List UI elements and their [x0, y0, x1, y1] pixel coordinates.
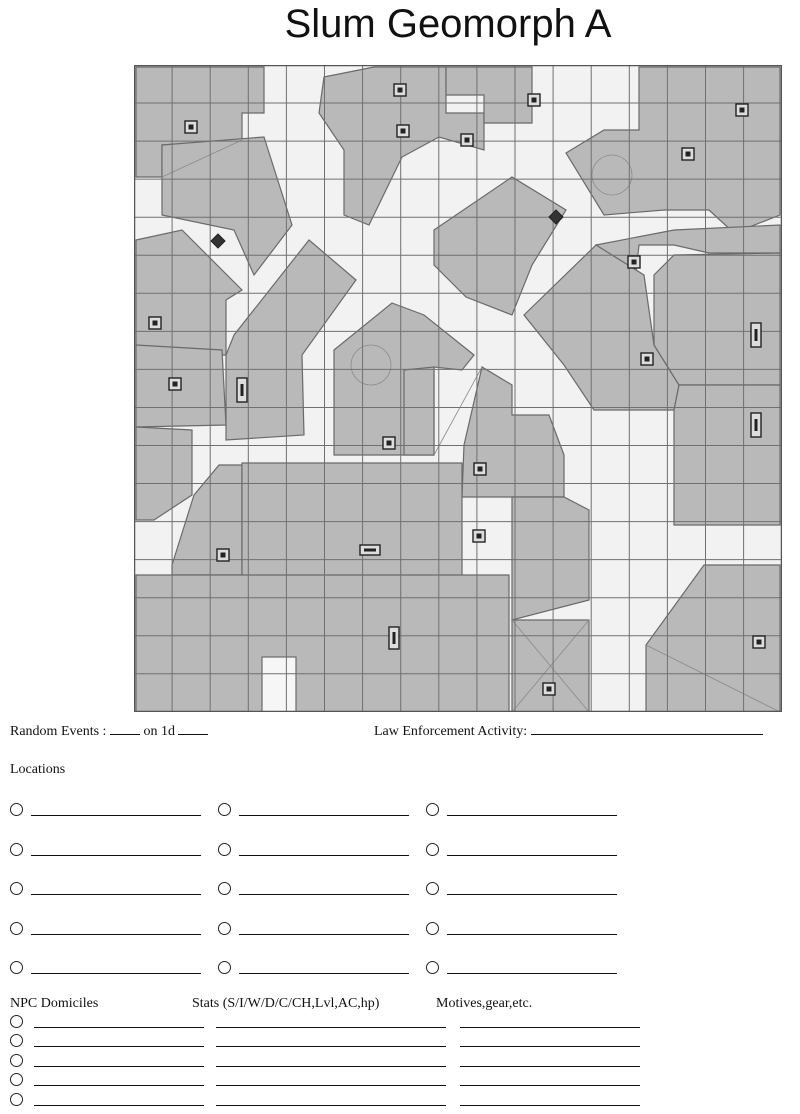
- npc-checkbox[interactable]: [10, 1093, 23, 1106]
- location-blank[interactable]: [239, 934, 409, 935]
- location-marker-dot: [757, 640, 762, 645]
- npc-motives-blank[interactable]: [460, 1066, 640, 1067]
- npc-name-blank[interactable]: [34, 1105, 204, 1106]
- geomorph-map: [134, 65, 782, 712]
- npc-stats-blank[interactable]: [216, 1105, 446, 1106]
- location-checkbox[interactable]: [10, 843, 23, 856]
- location-marker-dot: [189, 125, 194, 130]
- law-enforcement-blank[interactable]: [531, 722, 763, 735]
- location-blank[interactable]: [447, 894, 617, 895]
- random-events-label: Random Events :: [10, 724, 107, 739]
- location-marker-bar-inner: [755, 329, 758, 341]
- location-blank[interactable]: [31, 815, 201, 816]
- law-enforcement-row: [374, 722, 763, 740]
- location-entry[interactable]: [10, 920, 206, 938]
- npc-domiciles-heading: NPC Domiciles: [10, 996, 99, 1011]
- random-events-die-label: on 1d: [143, 724, 175, 739]
- npc-stats-blank[interactable]: [216, 1066, 446, 1067]
- law-enforcement-label: Law Enforcement Activity:: [374, 724, 528, 739]
- location-marker-dot: [465, 138, 470, 143]
- location-checkbox[interactable]: [10, 803, 23, 816]
- npc-checkbox[interactable]: [10, 1073, 23, 1086]
- npc-name-blank[interactable]: [34, 1066, 204, 1067]
- location-marker-dot: [547, 687, 552, 692]
- location-marker-dot: [477, 534, 482, 539]
- location-entry[interactable]: [10, 880, 206, 898]
- location-blank[interactable]: [239, 894, 409, 895]
- npc-name-blank[interactable]: [34, 1027, 204, 1028]
- random-events-row: [10, 722, 208, 740]
- location-blank[interactable]: [31, 894, 201, 895]
- location-entry[interactable]: [426, 880, 622, 898]
- building: [136, 575, 509, 712]
- location-entry[interactable]: [10, 801, 206, 819]
- location-blank[interactable]: [31, 934, 201, 935]
- location-marker-dot: [478, 467, 483, 472]
- location-blank[interactable]: [447, 815, 617, 816]
- location-entry[interactable]: [426, 801, 622, 819]
- locations-heading: Locations: [10, 762, 66, 777]
- location-marker-dot: [632, 260, 637, 265]
- random-events-blank[interactable]: [110, 722, 140, 735]
- location-blank[interactable]: [239, 815, 409, 816]
- location-entry[interactable]: [218, 880, 414, 898]
- location-marker-dot: [401, 129, 406, 134]
- building: [674, 385, 780, 525]
- npc-motives-blank[interactable]: [460, 1085, 640, 1086]
- location-blank[interactable]: [31, 855, 201, 856]
- page-title-text: Slum Geomorph A: [284, 2, 612, 46]
- npc-motives-blank[interactable]: [460, 1046, 640, 1047]
- random-events-die-blank[interactable]: [178, 722, 208, 735]
- location-checkbox[interactable]: [426, 961, 439, 974]
- location-checkbox[interactable]: [10, 922, 23, 935]
- location-entry[interactable]: [426, 959, 622, 977]
- building: [654, 253, 780, 385]
- location-marker-dot: [645, 357, 650, 362]
- location-checkbox[interactable]: [426, 922, 439, 935]
- npc-stats-blank[interactable]: [216, 1027, 446, 1028]
- location-blank[interactable]: [447, 973, 617, 974]
- npc-motives-blank[interactable]: [460, 1105, 640, 1106]
- location-marker-dot: [387, 441, 392, 446]
- npc-stats-heading: Stats (S/I/W/D/C/CH,Lvl,AC,hp): [192, 996, 380, 1011]
- location-marker-dot: [398, 88, 403, 93]
- location-entry[interactable]: [218, 841, 414, 859]
- location-checkbox[interactable]: [218, 803, 231, 816]
- location-marker-bar-inner: [755, 419, 758, 431]
- building: [512, 497, 589, 620]
- location-checkbox[interactable]: [218, 922, 231, 935]
- npc-stats-blank[interactable]: [216, 1085, 446, 1086]
- building: [404, 367, 434, 455]
- location-blank[interactable]: [31, 973, 201, 974]
- courtyard: [262, 657, 296, 712]
- location-entry[interactable]: [218, 959, 414, 977]
- npc-checkbox[interactable]: [10, 1034, 23, 1047]
- location-checkbox[interactable]: [426, 882, 439, 895]
- location-checkbox[interactable]: [10, 961, 23, 974]
- location-checkbox[interactable]: [218, 882, 231, 895]
- location-marker-dot: [153, 321, 158, 326]
- npc-checkbox[interactable]: [10, 1015, 23, 1028]
- location-blank[interactable]: [447, 855, 617, 856]
- location-marker-bar-inner: [241, 384, 244, 396]
- location-entry[interactable]: [426, 841, 622, 859]
- location-checkbox[interactable]: [426, 803, 439, 816]
- location-marker-dot: [221, 553, 226, 558]
- npc-name-blank[interactable]: [34, 1046, 204, 1047]
- npc-motives-blank[interactable]: [460, 1027, 640, 1028]
- location-entry[interactable]: [218, 801, 414, 819]
- location-blank[interactable]: [447, 934, 617, 935]
- location-entry[interactable]: [218, 920, 414, 938]
- location-checkbox[interactable]: [218, 961, 231, 974]
- location-marker-dot: [532, 98, 537, 103]
- npc-checkbox[interactable]: [10, 1054, 23, 1067]
- location-blank[interactable]: [239, 855, 409, 856]
- location-marker-dot: [173, 382, 178, 387]
- location-marker-dot: [740, 108, 745, 113]
- location-entry[interactable]: [10, 841, 206, 859]
- location-entry[interactable]: [10, 959, 206, 977]
- location-entry[interactable]: [426, 920, 622, 938]
- location-checkbox[interactable]: [10, 882, 23, 895]
- location-blank[interactable]: [239, 973, 409, 974]
- location-checkbox[interactable]: [426, 843, 439, 856]
- map-svg: [134, 65, 782, 712]
- npc-motives-heading: Motives,gear,etc.: [436, 996, 533, 1011]
- npc-stats-blank[interactable]: [216, 1046, 446, 1047]
- location-checkbox[interactable]: [218, 843, 231, 856]
- location-marker-bar-inner: [393, 632, 396, 644]
- location-marker-dot: [686, 152, 691, 157]
- page-title: [0, 0, 800, 52]
- npc-name-blank[interactable]: [34, 1085, 204, 1086]
- location-marker-bar-inner: [364, 549, 376, 552]
